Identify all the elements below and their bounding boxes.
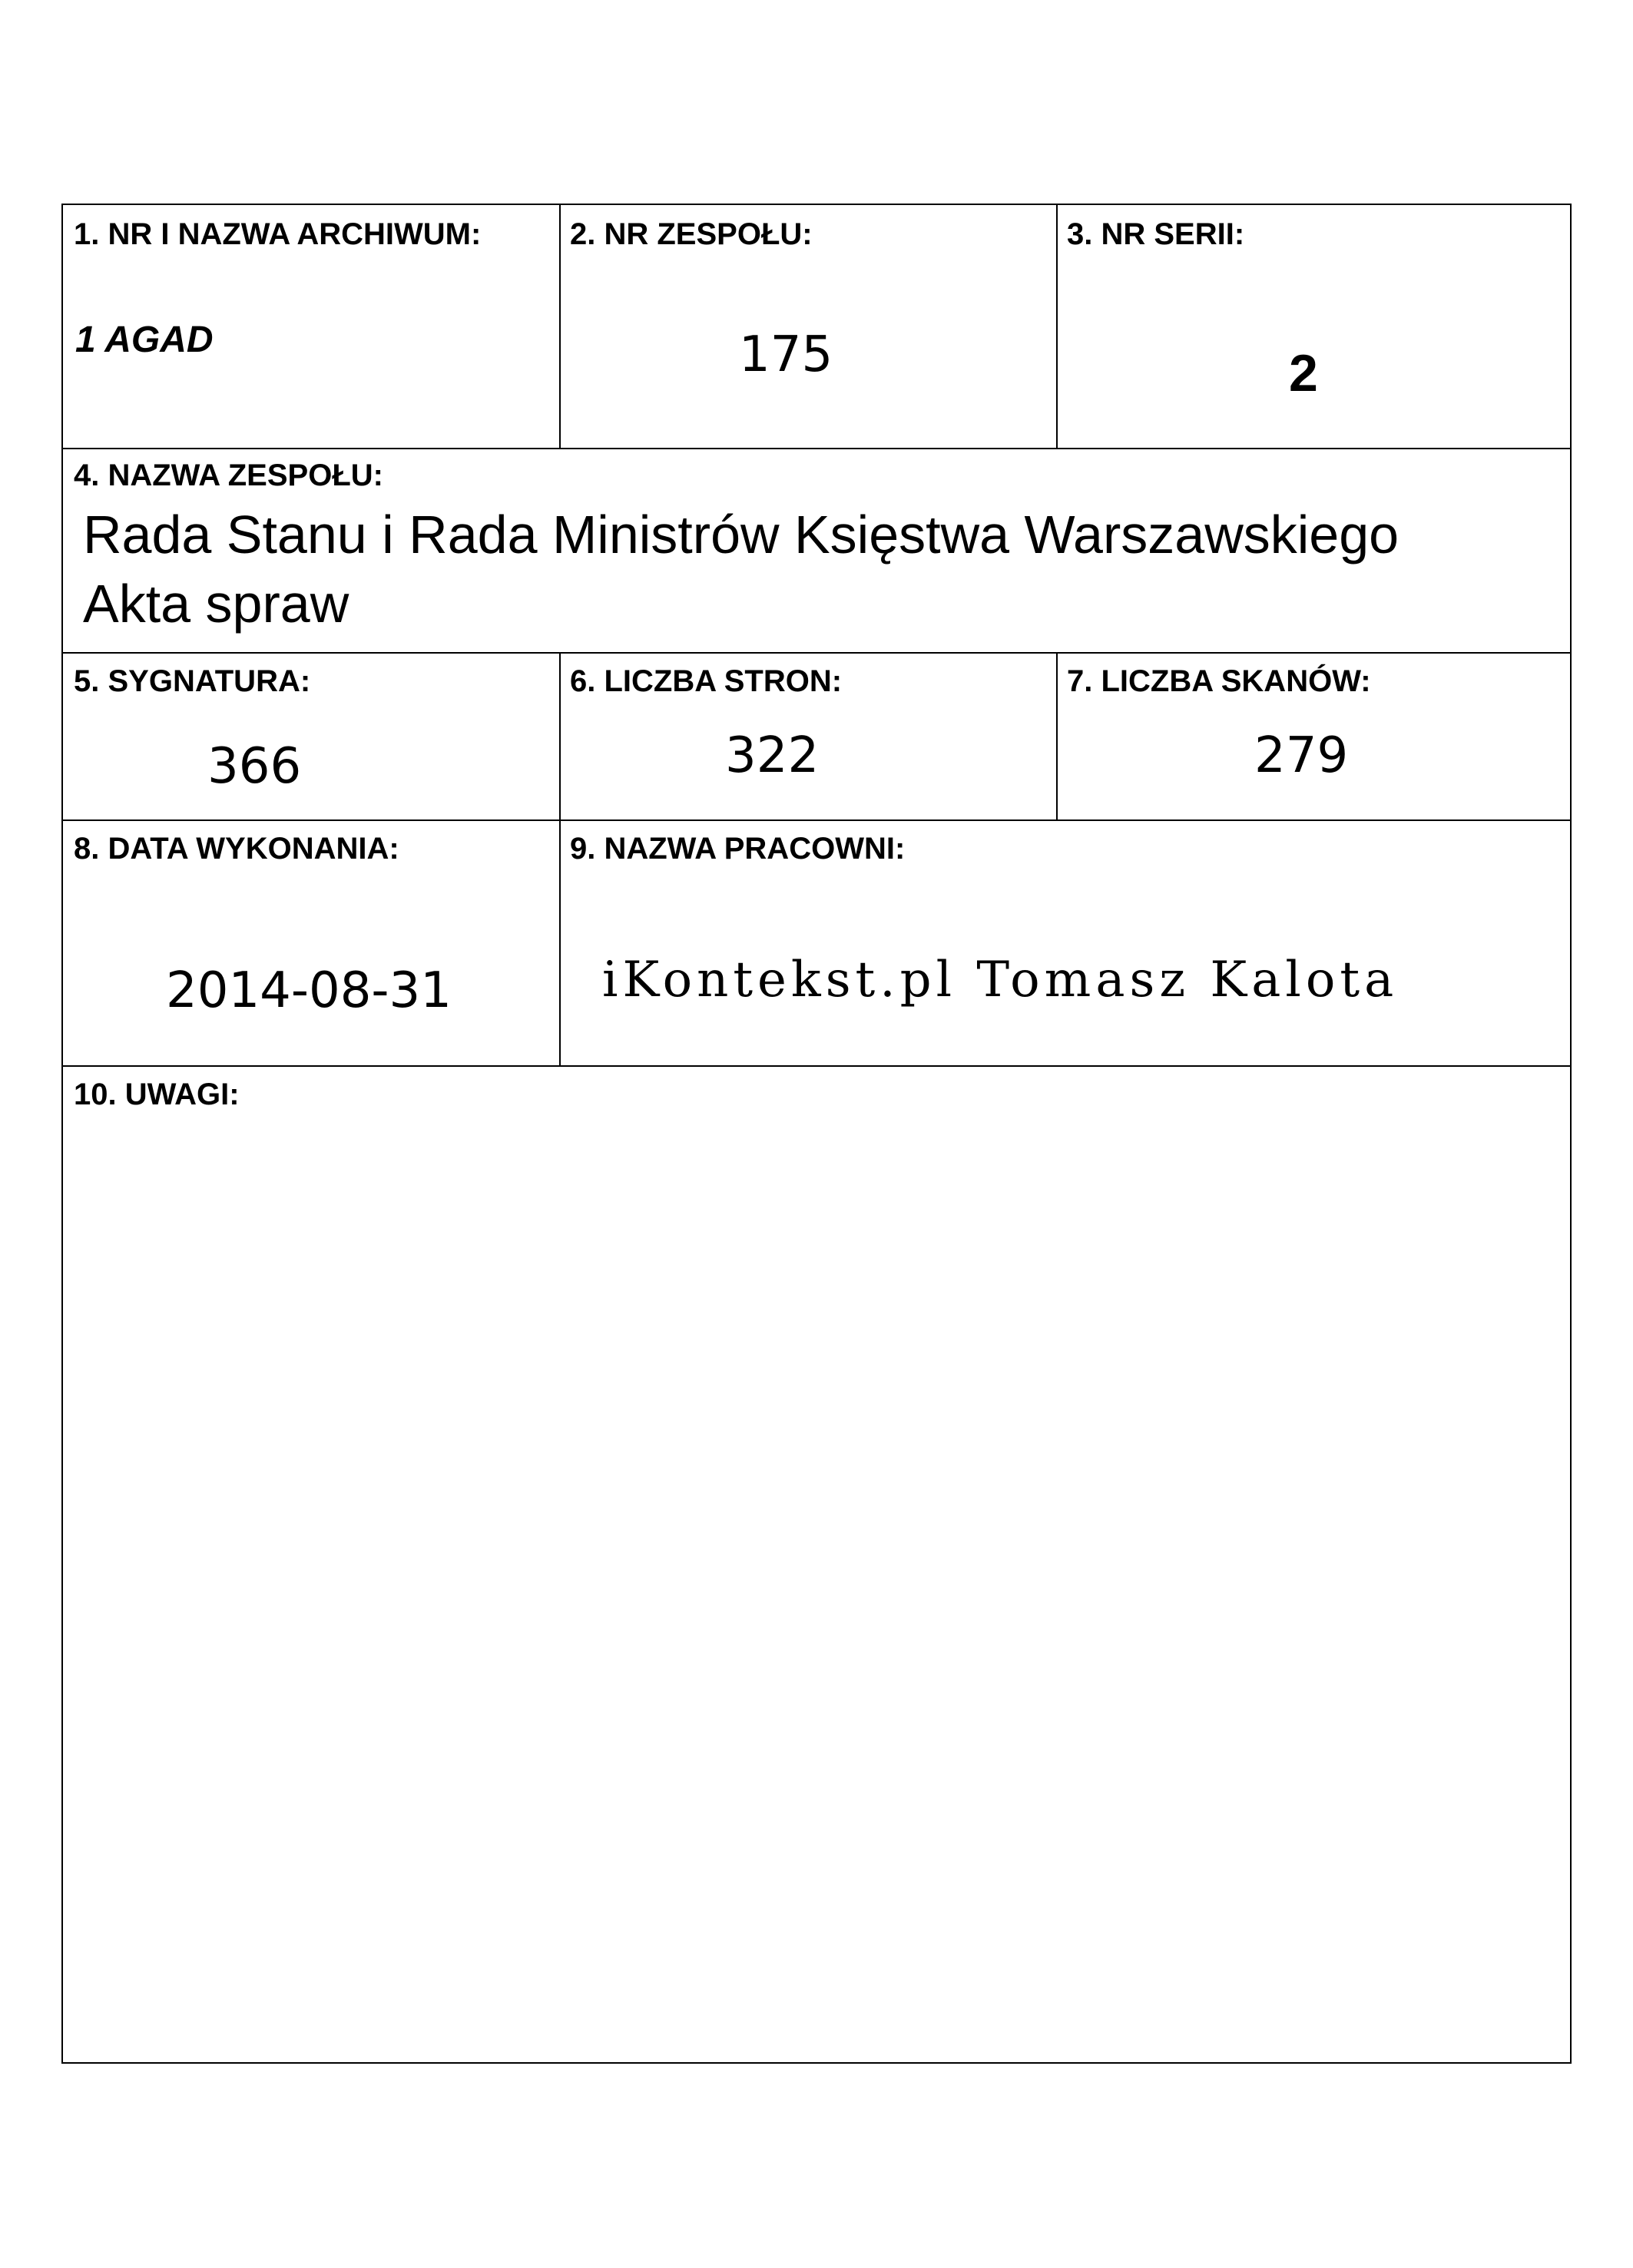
fond-name-cell <box>63 448 1570 652</box>
fond-number-label: 2. NR ZESPOŁU: <box>570 217 813 251</box>
date-cell <box>63 819 559 1065</box>
fond-name-line1: Rada Stanu i Rada Ministrów Księstwa Warszawskiego <box>83 505 1399 565</box>
scan-count-value: 279 <box>1254 727 1349 784</box>
series-number-value: 2 <box>1289 344 1318 402</box>
archive-value: 1 AGAD <box>75 320 214 360</box>
scan-count-cell <box>1056 652 1573 819</box>
page-count-value: 322 <box>725 727 820 784</box>
signature-value: 366 <box>207 738 302 795</box>
signature-label: 5. SYGNATURA: <box>74 664 311 698</box>
fond-number-value: 175 <box>739 326 833 383</box>
fond-number-cell <box>559 205 1056 448</box>
page-count-cell <box>559 652 1056 819</box>
date-label: 8. DATA WYKONANIA: <box>74 832 399 866</box>
scan-count-label: 7. LICZBA SKANÓW: <box>1067 664 1371 698</box>
series-number-label: 3. NR SERII: <box>1067 217 1245 251</box>
date-value: 2014-08-31 <box>166 962 452 1019</box>
fond-name-label: 4. NAZWA ZESPOŁU: <box>74 459 383 492</box>
series-number-cell <box>1056 205 1573 448</box>
notes-cell <box>63 1065 1570 2064</box>
notes-label: 10. UWAGI: <box>74 1078 240 1111</box>
archive-cell <box>63 205 559 448</box>
archive-label: 1. NR I NAZWA ARCHIWUM: <box>74 217 482 251</box>
signature-cell <box>63 652 559 819</box>
page-count-label: 6. LICZBA STRON: <box>570 664 843 698</box>
workshop-value: iKontekst.pl Tomasz Kalota <box>602 952 1399 1008</box>
archive-metadata-card <box>61 204 1572 2064</box>
workshop-label: 9. NAZWA PRACOWNI: <box>570 832 906 866</box>
workshop-cell <box>559 819 1573 1065</box>
fond-name-line2: Akta spraw <box>83 574 349 634</box>
